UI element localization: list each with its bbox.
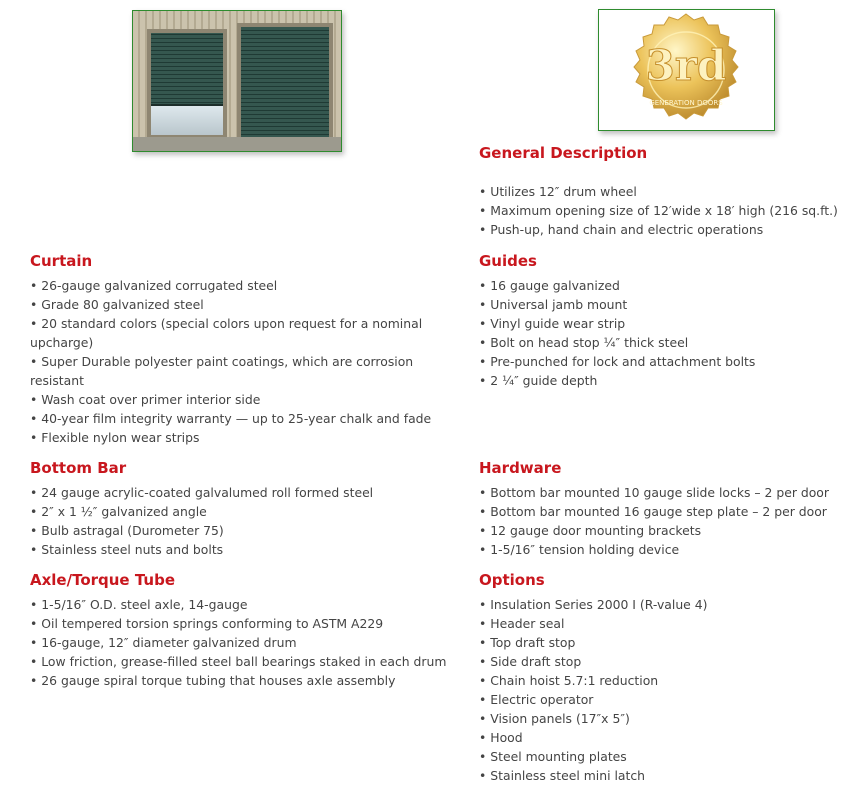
list-item: • 12 gauge door mounting brackets: [479, 521, 839, 540]
list-item: • Bottom bar mounted 16 gauge step plate – 2 per door: [479, 502, 839, 521]
list-item: • Oil tempered torsion springs conforming to ASTM A229: [30, 614, 470, 633]
bottom-bar-title: Bottom Bar: [30, 459, 127, 477]
list-item: • Insulation Series 2000 I (R-value 4): [479, 595, 839, 614]
badge-ring-text: GENERATION DOORS: [649, 99, 723, 107]
options-section: [479, 570, 839, 785]
bottom-bar-section: [30, 458, 460, 559]
list-item: • Super Durable polyester paint coatings, which are corrosion resistant: [30, 352, 440, 390]
list-item: • Vinyl guide wear strip: [479, 314, 839, 333]
bottom-bar-list: [30, 483, 460, 559]
list-item: • Pre-punched for lock and attachment bolts: [479, 352, 839, 371]
list-item: • Wash coat over primer interior side: [30, 390, 440, 409]
general-description-title: General Description: [479, 144, 648, 162]
list-item: • Utilizes 12″ drum wheel: [479, 182, 839, 201]
list-item: • 24 gauge acrylic-coated galvalumed roll formed steel: [30, 483, 460, 502]
list-item: • Bolt on head stop ¼″ thick steel: [479, 333, 839, 352]
list-item: • Side draft stop: [479, 652, 839, 671]
general-description-section: [479, 143, 839, 239]
hardware-title: Hardware: [479, 459, 562, 477]
list-item: • Vision panels (17″x 5″): [479, 709, 839, 728]
list-item: • 1-5/16″ tension holding device: [479, 540, 839, 559]
guides-section: [479, 251, 839, 390]
list-item: • Stainless steel nuts and bolts: [30, 540, 460, 559]
list-item: • 1-5/16″ O.D. steel axle, 14-gauge: [30, 595, 470, 614]
list-item: • Bottom bar mounted 10 gauge slide locks – 2 per door: [479, 483, 839, 502]
list-item: • 2″ x 1 ½″ galvanized angle: [30, 502, 460, 521]
list-item: • Hood: [479, 728, 839, 747]
list-item: • Electric operator: [479, 690, 839, 709]
list-item: • 16 gauge galvanized: [479, 276, 839, 295]
curtain-section: [30, 251, 440, 447]
gold-seal-icon: [599, 10, 774, 130]
list-item: • Header seal: [479, 614, 839, 633]
list-item: • Stainless steel mini latch: [479, 766, 839, 785]
list-item: • 2 ¼″ guide depth: [479, 371, 839, 390]
axle-title: Axle/Torque Tube: [30, 571, 176, 589]
guides-list: [479, 276, 839, 390]
list-item: • Steel mounting plates: [479, 747, 839, 766]
list-item: • Push-up, hand chain and electric operations: [479, 220, 839, 239]
list-item: • 26-gauge galvanized corrugated steel: [30, 276, 440, 295]
door-photo: [132, 10, 342, 152]
list-item: • 26 gauge spiral torque tubing that houses axle assembly: [30, 671, 470, 690]
list-item: • Grade 80 galvanized steel: [30, 295, 440, 314]
curtain-list: [30, 276, 440, 447]
list-item: • 16-gauge, 12″ diameter galvanized drum: [30, 633, 470, 652]
door-photo-illustration: [133, 11, 341, 151]
list-item: • Top draft stop: [479, 633, 839, 652]
hardware-list: [479, 483, 839, 559]
options-title: Options: [479, 571, 545, 589]
list-item: • 40-year film integrity warranty — up to 25-year chalk and fade: [30, 409, 440, 428]
list-item: • Maximum opening size of 12′wide x 18′ high (216 sq.ft.): [479, 201, 839, 220]
list-item: • 20 standard colors (special colors upon request for a nominal upcharge): [30, 314, 440, 352]
general-description-list: [479, 182, 839, 239]
hardware-section: [479, 458, 839, 559]
axle-section: [30, 570, 470, 690]
list-item: • Universal jamb mount: [479, 295, 839, 314]
badge-image: [598, 9, 775, 131]
options-list: [479, 595, 839, 785]
badge-label: 3rd: [645, 41, 727, 90]
list-item: • Flexible nylon wear strips: [30, 428, 440, 447]
axle-list: [30, 595, 470, 690]
list-item: • Bulb astragal (Durometer 75): [30, 521, 460, 540]
guides-title: Guides: [479, 252, 537, 270]
curtain-title: Curtain: [30, 252, 93, 270]
list-item: • Chain hoist 5.7:1 reduction: [479, 671, 839, 690]
list-item: • Low friction, grease-filled steel ball bearings staked in each drum: [30, 652, 470, 671]
